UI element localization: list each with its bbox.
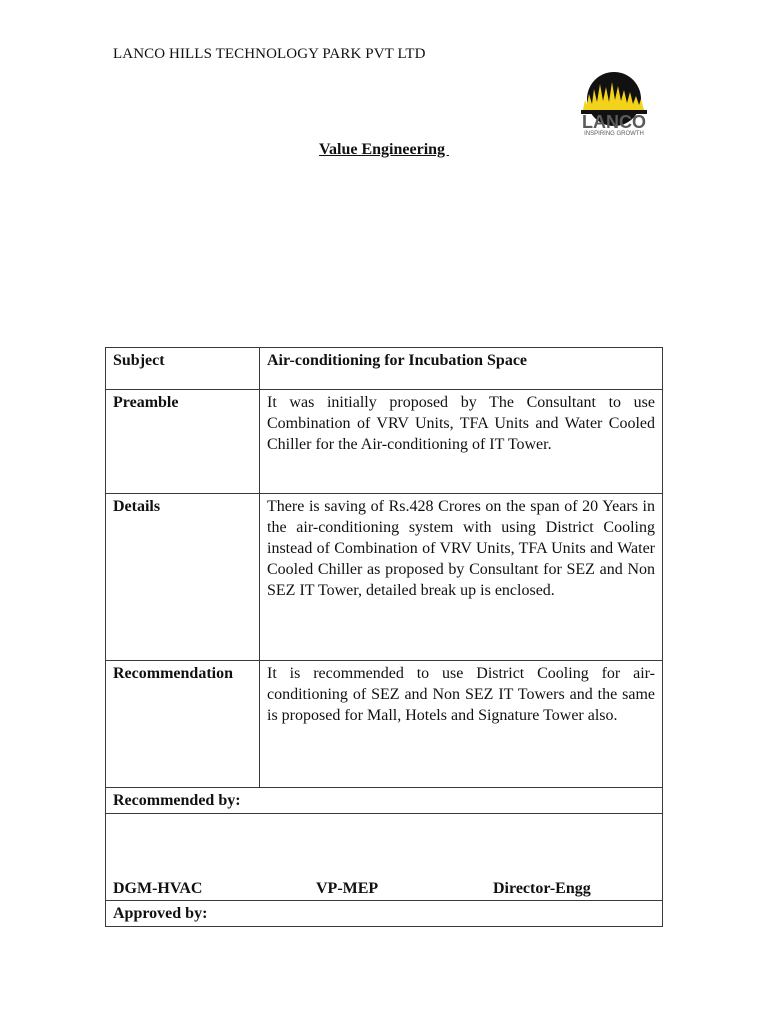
subject-value: Air-conditioning for Incubation Space — [260, 348, 663, 390]
logo-brand-text: LANCO — [582, 112, 646, 132]
company-name: LANCO HILLS TECHNOLOGY PARK PVT LTD — [113, 46, 426, 62]
document-title — [0, 141, 768, 159]
recommendation-label: Recommendation — [106, 661, 260, 788]
lanco-logo — [573, 72, 655, 138]
recommended-by-label: Recommended by: — [106, 788, 663, 814]
recommendation-value: It is recommended to use District Cooling for air-conditioning of SEZ and Non SEZ IT Towers and the same is proposed for Mall, Hotels and Signature Tower also. — [260, 661, 663, 788]
details-value: There is saving of Rs.428 Crores on the span of 20 Years in the air-conditioning system with using District Cooling instead of Combination of VRV Units, TFA Units and Water Cooled Chiller as proposed by Consultant for SEZ and Non SEZ IT Tower, detailed break up is enclosed. — [260, 494, 663, 661]
signatory-director-engg: Director-Engg — [493, 880, 591, 897]
subject-row — [106, 348, 663, 390]
signatory-dgm-hvac: DGM-HVAC — [113, 880, 203, 897]
approved-by-label: Approved by: — [106, 901, 663, 927]
approved-by-row — [106, 901, 663, 927]
signatories — [113, 816, 655, 898]
details-label: Details — [106, 494, 260, 661]
subject-label: Subject — [106, 348, 260, 390]
preamble-value: It was initially proposed by The Consultant to use Combination of VRV Units, TFA Units and Water Cooled Chiller for the Air-conditioning of IT Tower. — [260, 390, 663, 494]
document-title-text: Value Engineering — [318, 141, 450, 158]
preamble-row — [106, 390, 663, 494]
signatories-cell — [106, 814, 663, 901]
logo-tagline-text: INSPIRING GROWTH — [584, 131, 644, 137]
recommended-by-row — [106, 788, 663, 814]
signatory-vp-mep: VP-MEP — [316, 880, 379, 897]
recommendation-row — [106, 661, 663, 788]
preamble-label: Preamble — [106, 390, 260, 494]
signatories-row — [106, 814, 663, 901]
details-row — [106, 494, 663, 661]
value-engineering-table — [105, 347, 663, 927]
